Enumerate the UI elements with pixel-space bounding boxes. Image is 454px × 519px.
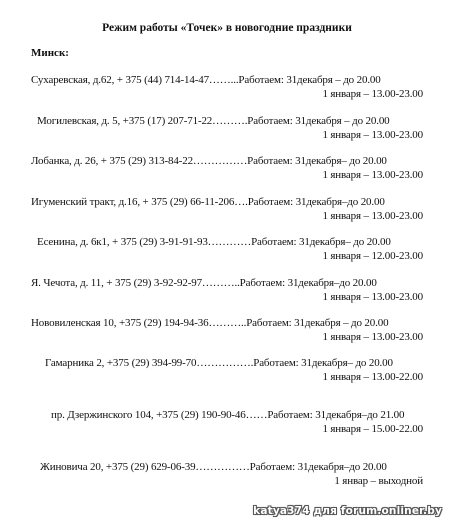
entry-hours-line: 1 январ – выходной (334, 475, 423, 487)
section-heading-minsk: Минск: (31, 47, 69, 59)
schedule-entry (0, 155, 454, 183)
entry-address-line: Игуменский тракт, д.16, + 375 (29) 66-11-206….Работаем: 31декабря–до 20.00 (31, 196, 385, 208)
schedule-entry (0, 277, 454, 305)
entry-address-line: Лобанка, д. 26, + 375 (29) 313-84-22……………Работаем: 31декабря– до 20.00 (31, 155, 387, 167)
entry-address-line: пр. Дзержинского 104, +375 (29) 190-90-46……Работаем: 31декабря–до 21.00 (51, 409, 405, 421)
schedule-entry (0, 409, 454, 437)
watermark-text: katya374 для forum.onliner.by (253, 505, 442, 517)
entry-hours-line: 1 января – 13.00-23.00 (322, 210, 423, 222)
entry-address-line: Жиновича 20, +375 (29) 629-06-39……………Работаем: 31декабря–до 20.00 (40, 461, 387, 473)
entry-address-line: Есенина, д. 6к1, + 375 (29) 3-91-91-93…………Работаем: 31декабря– до 20.00 (37, 236, 391, 248)
entry-address-line: Могилевская, д. 5, +375 (17) 207-71-22……….Работаем: 31декабря – до 20.00 (37, 115, 390, 127)
entry-address-line: Гамарника 2, +375 (29) 394-99-70…………….Работаем: 31декабря– до 20.00 (45, 357, 393, 369)
entry-address-line: Сухаревская, д.62, + 375 (44) 714-14-47……...Работаем: 31декабря – до 20.00 (31, 74, 381, 86)
entry-hours-line: 1 января – 13.00-23.00 (322, 331, 423, 343)
entry-address-line: Нововиленская 10, +375 (29) 194-94-36………..Работаем: 31декабря – до 20.00 (31, 317, 389, 329)
entry-address-line: Я. Чечота, д. 11, + 375 (29) 3-92-92-97………..Работаем: 31декабря–до 20.00 (31, 277, 377, 289)
schedule-entry (0, 236, 454, 264)
schedule-entry (0, 461, 454, 489)
schedule-entry (0, 317, 454, 345)
schedule-entry (0, 196, 454, 224)
schedule-entry (0, 357, 454, 385)
entry-hours-line: 1 января – 13.00-23.00 (322, 88, 423, 100)
entry-hours-line: 1 января – 13.00-23.00 (322, 291, 423, 303)
schedule-entry (0, 115, 454, 143)
entry-hours-line: 1 января – 13.00-23.00 (322, 129, 423, 141)
document-title: Режим работы «Точек» в новогодние праздники (102, 22, 352, 34)
entry-hours-line: 1 января – 13.00-23.00 (322, 169, 423, 181)
schedule-entry (0, 74, 454, 102)
entry-hours-line: 1 января – 13.00-22.00 (322, 371, 423, 383)
entry-hours-line: 1 января – 15.00-22.00 (322, 423, 423, 435)
entry-hours-line: 1 января – 12.00-23.00 (322, 250, 423, 262)
